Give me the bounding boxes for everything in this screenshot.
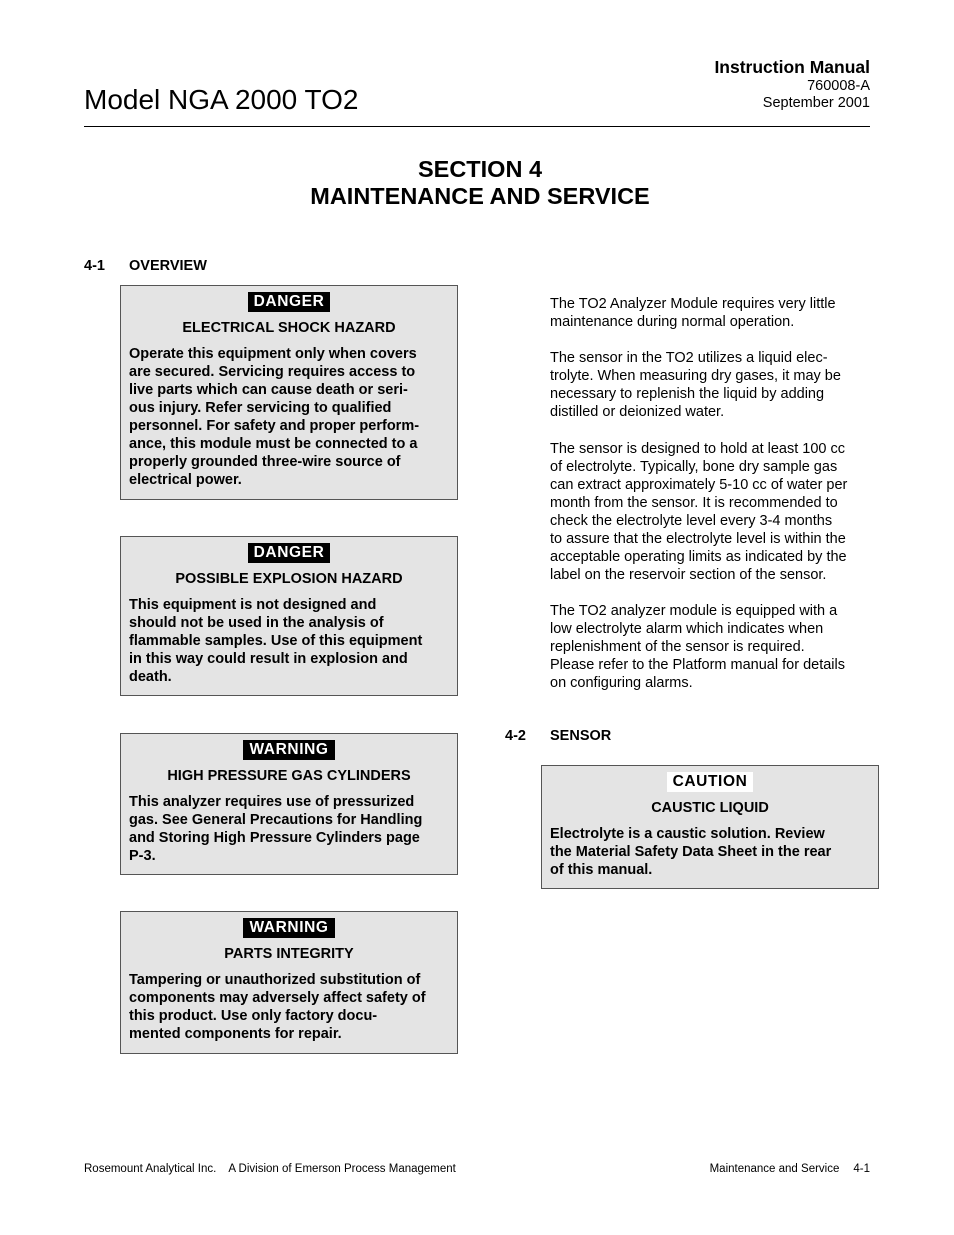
overview-paragraph: The TO2 analyzer module is equipped with a low electrolyte alarm which indicates when replenishment of the sensor is required. Please refer to the Platform manual for details on configuring alarms. xyxy=(550,603,845,691)
sensor-heading xyxy=(505,728,611,744)
box-title: ELECTRICAL SHOCK HAZARD xyxy=(182,320,396,336)
heading-number: 4-2 xyxy=(505,728,526,744)
doc-number: 760008-A xyxy=(807,78,870,94)
overview-paragraph: The sensor in the TO2 utilizes a liquid elec- trolyte. When measuring dry gases, it may be necessary to replenish the liquid by adding distilled or deionized water. xyxy=(550,350,841,420)
box-text: This analyzer requires use of pressurized gas. See General Precautions for Handling and Storing High Pressure Cylinders page P-3. xyxy=(129,794,423,864)
box-title: CAUSTIC LIQUID xyxy=(651,800,769,816)
manual-label: Instruction Manual xyxy=(714,57,870,77)
heading-label: OVERVIEW xyxy=(129,258,207,274)
heading-number: 4-1 xyxy=(84,258,105,274)
document-info xyxy=(714,56,870,112)
box-text: Electrolyte is a caustic solution. Review the Material Safety Data Sheet in the rear of this manual. xyxy=(550,826,832,878)
danger-explosion-box xyxy=(120,536,458,696)
danger-badge: DANGER xyxy=(248,292,331,312)
warning-badge: WARNING xyxy=(243,918,334,938)
danger-electrical-box xyxy=(120,285,458,500)
warning-badge: WARNING xyxy=(243,740,334,760)
header-rule xyxy=(84,126,870,127)
caution-badge: CAUTION xyxy=(667,772,754,792)
footer-right xyxy=(710,1163,870,1175)
doc-date: September 2001 xyxy=(762,95,870,111)
overview-paragraph: The TO2 Analyzer Module requires very little maintenance during normal operation. xyxy=(550,296,836,330)
page-number: 4-1 xyxy=(853,1163,870,1175)
box-text: Tampering or unauthorized substitution of components may adversely affect safety of this product. Use only factory docu- mented components for repair. xyxy=(129,972,426,1042)
box-text: This equipment is not designed and should not be used in the analysis of flammable samples. Use of this equipment in this way could result in explosion and death. xyxy=(129,597,423,685)
footer-section: Maintenance and Service xyxy=(709,1163,840,1175)
overview-paragraph: The sensor is designed to hold at least 100 cc of electrolyte. Typically, bone dry sample gas can extract approximately 5-10 cc of water per month from the sensor. It is recommended to check the electrolyte level every 3-4 months to assure that the electrolyte level is within the acceptable operating limits as indicated by the label on the reservoir section of the sensor. xyxy=(550,441,848,583)
section-number: SECTION 4 xyxy=(417,156,543,182)
box-title: PARTS INTEGRITY xyxy=(224,946,354,962)
footer-division: A Division of Emerson Process Management xyxy=(228,1163,456,1175)
danger-badge: DANGER xyxy=(248,543,331,563)
section-title xyxy=(0,156,954,210)
box-text: Operate this equipment only when covers are secured. Servicing requires access to live parts which can cause death or seri- ous injury. Refer servicing to qualified personnel. For safety and proper perform- ance, this module must be connected to a properly grounded three-wire source of electrical power. xyxy=(129,346,420,488)
warning-parts-box xyxy=(120,911,458,1054)
warning-pressure-box xyxy=(120,733,458,875)
footer-left xyxy=(84,1163,456,1175)
heading-label: SENSOR xyxy=(550,728,612,744)
box-title: HIGH PRESSURE GAS CYLINDERS xyxy=(167,768,411,784)
overview-heading xyxy=(84,258,207,274)
box-title: POSSIBLE EXPLOSION HAZARD xyxy=(175,571,403,587)
section-name: MAINTENANCE AND SERVICE xyxy=(310,183,650,209)
model-title: Model NGA 2000 TO2 xyxy=(84,84,359,115)
footer-company: Rosemount Analytical Inc. xyxy=(84,1163,217,1175)
caution-caustic-box xyxy=(541,765,879,889)
